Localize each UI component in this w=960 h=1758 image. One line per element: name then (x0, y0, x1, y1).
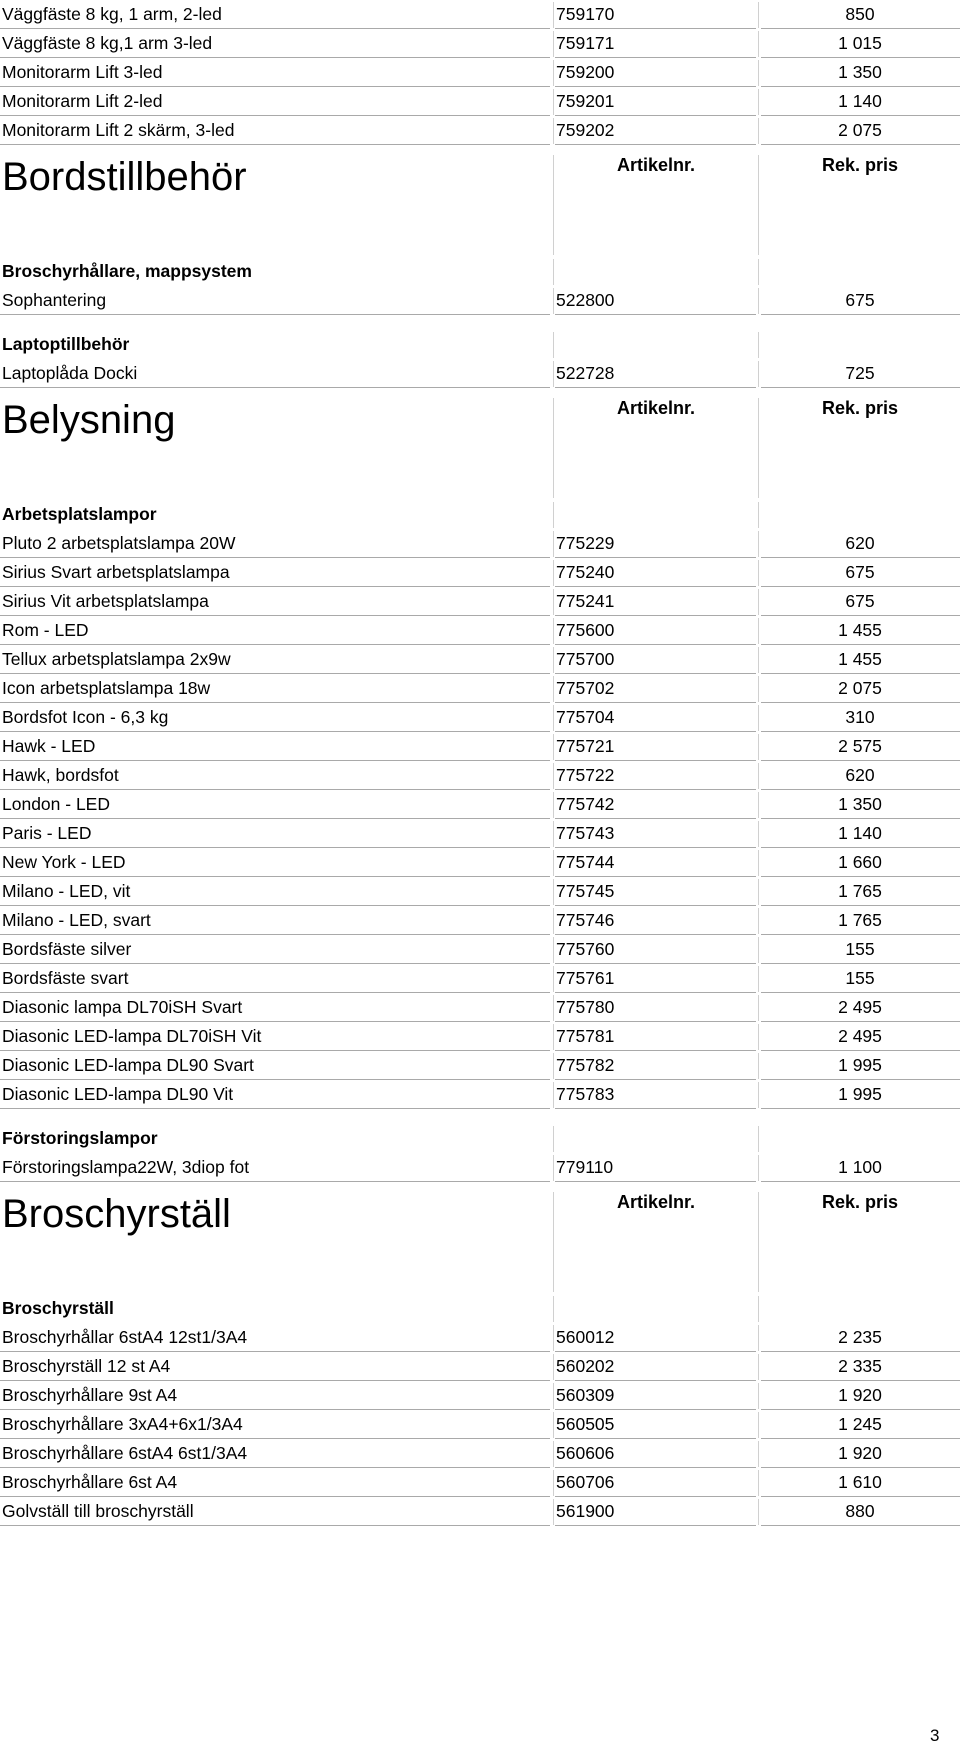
column-divider (553, 850, 554, 876)
product-name: Förstoringslampa22W, 3diop fot (2, 1157, 250, 1177)
table-row (0, 1022, 960, 1051)
article-number: 779110 (556, 1157, 614, 1177)
article-number: 775702 (556, 678, 615, 698)
product-name: Diasonic lampa DL70iSH Svart (2, 997, 243, 1017)
table-row (0, 819, 960, 848)
article-number: 775704 (556, 707, 615, 727)
table-row (0, 87, 960, 116)
table-row (0, 674, 960, 703)
column-divider (758, 288, 759, 314)
column-divider (758, 850, 759, 876)
recommended-price: 1 455 (838, 620, 882, 640)
article-number: 759201 (556, 91, 615, 111)
recommended-price: 2 075 (838, 678, 882, 698)
column-divider (553, 676, 554, 702)
product-name: Paris - LED (2, 823, 92, 843)
table-row (0, 877, 960, 906)
product-name: Diasonic LED-lampa DL90 Vit (2, 1084, 234, 1104)
row-divider (555, 314, 756, 315)
recommended-price: 620 (845, 533, 875, 553)
group-heading (0, 257, 960, 286)
article-number: 775722 (556, 765, 615, 785)
column-divider (758, 332, 759, 358)
product-name: Bordsfäste silver (2, 939, 132, 959)
product-name: Laptoplåda Docki (2, 363, 138, 383)
section-spacer (0, 388, 960, 396)
group-heading (0, 1294, 960, 1323)
table-row (0, 645, 960, 674)
page-number: 3 (930, 1726, 940, 1745)
recommended-price: 880 (845, 1501, 875, 1521)
recommended-price: 1 920 (838, 1385, 882, 1405)
table-row (0, 558, 960, 587)
table-row (0, 703, 960, 732)
recommended-price: 2 575 (838, 736, 882, 756)
recommended-price: 1 015 (838, 33, 882, 53)
column-header-article: Artikelnr. (616, 1192, 696, 1212)
section-title: Bordstillbehör (2, 155, 247, 199)
table-row (0, 1468, 960, 1497)
section-title: Broschyrställ (2, 1192, 231, 1236)
column-divider (553, 995, 554, 1021)
product-name: Väggfäste 8 kg,1 arm 3-led (2, 33, 213, 53)
recommended-price: 1 455 (838, 649, 882, 669)
article-number: 775745 (556, 881, 615, 901)
group-heading (0, 330, 960, 359)
section-header (0, 396, 960, 500)
column-divider (553, 1053, 554, 1079)
recommended-price: 1 100 (838, 1157, 882, 1177)
product-name: Golvställ till broschyrställ (2, 1501, 194, 1521)
column-divider (758, 1155, 759, 1181)
column-header-price: Rek. pris (821, 398, 899, 418)
article-number: 775241 (556, 591, 615, 611)
row-divider (555, 1525, 756, 1526)
row-divider (0, 1525, 550, 1526)
section-title: Belysning (2, 398, 176, 442)
column-divider (553, 361, 554, 387)
column-divider (553, 1470, 554, 1496)
section-header (0, 153, 960, 257)
table-row (0, 761, 960, 790)
column-divider (758, 60, 759, 86)
column-divider (553, 618, 554, 644)
row-divider (555, 1108, 756, 1109)
column-divider (758, 647, 759, 673)
column-divider (758, 361, 759, 387)
column-divider (758, 31, 759, 57)
column-divider (553, 792, 554, 818)
column-divider (758, 1470, 759, 1496)
column-divider (758, 1354, 759, 1380)
product-name: Milano - LED, vit (2, 881, 131, 901)
article-number: 560505 (556, 1414, 615, 1434)
recommended-price: 1 995 (838, 1055, 882, 1075)
product-name: Broschyrhållar 6stA4 12st1/3A4 (2, 1327, 248, 1347)
table-row (0, 1410, 960, 1439)
column-divider (553, 821, 554, 847)
article-number: 759202 (556, 120, 615, 140)
recommended-price: 2 235 (838, 1327, 882, 1347)
article-number: 759171 (556, 33, 615, 53)
article-number: 775742 (556, 794, 615, 814)
article-number: 759170 (556, 4, 615, 24)
product-name: Monitorarm Lift 2 skärm, 3-led (2, 120, 235, 140)
column-divider (553, 1126, 554, 1152)
product-name: Broschyrhållare 6st A4 (2, 1472, 178, 1492)
group-label: Broschyrhållare, mappsystem (2, 261, 252, 281)
recommended-price: 1 350 (838, 794, 882, 814)
column-divider (553, 155, 554, 255)
group-label: Förstoringslampor (2, 1128, 158, 1148)
column-divider (553, 502, 554, 528)
product-name: Broschyrhållare 9st A4 (2, 1385, 178, 1405)
column-divider (553, 966, 554, 992)
row-divider (555, 144, 756, 145)
recommended-price: 1 995 (838, 1084, 882, 1104)
row-divider (761, 1181, 960, 1182)
column-divider (553, 332, 554, 358)
column-divider (553, 908, 554, 934)
column-divider (553, 259, 554, 285)
column-divider (758, 155, 759, 255)
product-name: Broschyrställ 12 st A4 (2, 1356, 171, 1376)
recommended-price: 310 (845, 707, 875, 727)
column-divider (758, 1383, 759, 1409)
column-divider (758, 1441, 759, 1467)
column-divider (553, 288, 554, 314)
column-divider (553, 89, 554, 115)
recommended-price: 1 765 (838, 910, 882, 930)
product-name: Pluto 2 arbetsplatslampa 20W (2, 533, 236, 553)
column-divider (553, 1155, 554, 1181)
column-divider (758, 734, 759, 760)
product-name: Broschyrhållare 6stA4 6st1/3A4 (2, 1443, 248, 1463)
product-name: Diasonic LED-lampa DL70iSH Vit (2, 1026, 262, 1046)
article-number: 775743 (556, 823, 615, 843)
column-divider (758, 792, 759, 818)
table-row (0, 732, 960, 761)
column-divider (553, 1383, 554, 1409)
table-row (0, 529, 960, 558)
column-divider (758, 908, 759, 934)
article-number: 775229 (556, 533, 615, 553)
group-label: Laptoptillbehör (2, 334, 130, 354)
row-divider (761, 144, 960, 145)
column-divider (553, 1192, 554, 1292)
column-divider (758, 502, 759, 528)
group-label: Broschyrställ (2, 1298, 114, 1318)
product-name: Rom - LED (2, 620, 89, 640)
column-divider (758, 705, 759, 731)
article-number: 775761 (556, 968, 615, 988)
column-divider (553, 647, 554, 673)
column-divider (758, 966, 759, 992)
table-row (0, 616, 960, 645)
column-divider (758, 259, 759, 285)
column-divider (553, 763, 554, 789)
column-divider (553, 1024, 554, 1050)
article-number: 775780 (556, 997, 615, 1017)
row-divider (0, 314, 550, 315)
table-row (0, 29, 960, 58)
column-divider (758, 560, 759, 586)
product-name: Bordsfäste svart (2, 968, 129, 988)
product-name: Broschyrhållare 3xA4+6x1/3A4 (2, 1414, 243, 1434)
product-name: Hawk - LED (2, 736, 96, 756)
table-row (0, 848, 960, 877)
product-name: Monitorarm Lift 3-led (2, 62, 163, 82)
column-divider (758, 531, 759, 557)
article-number: 775721 (556, 736, 615, 756)
column-divider (758, 1053, 759, 1079)
product-name: Monitorarm Lift 2-led (2, 91, 163, 111)
column-divider (758, 1024, 759, 1050)
product-name: Bordsfot Icon - 6,3 kg (2, 707, 169, 727)
product-name: Sirius Vit arbetsplatslampa (2, 591, 209, 611)
recommended-price: 1 765 (838, 881, 882, 901)
product-name: Sirius Svart arbetsplatslampa (2, 562, 230, 582)
column-divider (758, 879, 759, 905)
table-row (0, 1051, 960, 1080)
article-number: 775600 (556, 620, 615, 640)
table-row (0, 359, 960, 388)
article-number: 560202 (556, 1356, 615, 1376)
article-number: 775782 (556, 1055, 615, 1075)
table-row (0, 58, 960, 87)
column-divider (553, 879, 554, 905)
table-row (0, 1497, 960, 1526)
column-divider (553, 1412, 554, 1438)
row-divider (761, 1525, 960, 1526)
table-row (0, 587, 960, 616)
article-number: 775760 (556, 939, 615, 959)
article-number: 775746 (556, 910, 615, 930)
recommended-price: 2 495 (838, 1026, 882, 1046)
column-divider (553, 60, 554, 86)
group-heading (0, 1124, 960, 1153)
table-row (0, 964, 960, 993)
row-divider (555, 1181, 756, 1182)
column-header-price: Rek. pris (821, 1192, 899, 1212)
column-divider (553, 1354, 554, 1380)
article-number: 561900 (556, 1501, 615, 1521)
recommended-price: 675 (845, 562, 875, 582)
column-divider (758, 118, 759, 144)
column-divider (553, 1499, 554, 1525)
article-number: 775240 (556, 562, 615, 582)
row-divider (0, 144, 550, 145)
product-name: Hawk, bordsfot (2, 765, 119, 785)
column-divider (553, 705, 554, 731)
recommended-price: 2 075 (838, 120, 882, 140)
column-divider (553, 560, 554, 586)
table-row (0, 790, 960, 819)
recommended-price: 675 (845, 591, 875, 611)
column-divider (758, 676, 759, 702)
table-row (0, 1080, 960, 1109)
column-divider (758, 618, 759, 644)
recommended-price: 1 920 (838, 1443, 882, 1463)
article-number: 759200 (556, 62, 615, 82)
recommended-price: 725 (845, 363, 875, 383)
recommended-price: 1 140 (838, 91, 882, 111)
recommended-price: 155 (845, 939, 875, 959)
article-number: 560706 (556, 1472, 615, 1492)
product-name: Diasonic LED-lampa DL90 Svart (2, 1055, 254, 1075)
column-divider (553, 734, 554, 760)
row-divider (0, 1108, 550, 1109)
group-spacer (0, 315, 960, 330)
column-divider (758, 1325, 759, 1351)
recommended-price: 1 140 (838, 823, 882, 843)
article-number: 522800 (556, 290, 615, 310)
recommended-price: 1 245 (838, 1414, 882, 1434)
column-divider (553, 531, 554, 557)
recommended-price: 850 (845, 4, 875, 24)
recommended-price: 2 495 (838, 997, 882, 1017)
article-number: 560309 (556, 1385, 615, 1405)
column-divider (553, 937, 554, 963)
column-divider (758, 1499, 759, 1525)
table-row (0, 906, 960, 935)
column-divider (758, 1082, 759, 1108)
column-divider (758, 821, 759, 847)
table-row (0, 993, 960, 1022)
section-spacer (0, 1182, 960, 1190)
row-divider (0, 1181, 550, 1182)
recommended-price: 675 (845, 290, 875, 310)
group-spacer (0, 1109, 960, 1124)
product-name: Väggfäste 8 kg, 1 arm, 2-led (2, 4, 222, 24)
table-row (0, 1439, 960, 1468)
article-number: 775781 (556, 1026, 615, 1046)
article-number: 775744 (556, 852, 615, 872)
column-divider (553, 1325, 554, 1351)
recommended-price: 620 (845, 765, 875, 785)
table-row (0, 0, 960, 29)
recommended-price: 1 660 (838, 852, 882, 872)
column-divider (758, 1192, 759, 1292)
product-name: London - LED (2, 794, 110, 814)
column-divider (758, 763, 759, 789)
article-number: 560012 (556, 1327, 615, 1347)
column-header-article: Artikelnr. (616, 155, 696, 175)
column-divider (758, 589, 759, 615)
table-row (0, 1381, 960, 1410)
group-label: Arbetsplatslampor (2, 504, 157, 524)
column-divider (758, 937, 759, 963)
section-spacer (0, 145, 960, 153)
column-divider (758, 398, 759, 498)
column-divider (553, 398, 554, 498)
row-divider (761, 387, 960, 388)
recommended-price: 1 350 (838, 62, 882, 82)
column-header-article: Artikelnr. (616, 398, 696, 418)
table-row (0, 1352, 960, 1381)
column-divider (553, 2, 554, 28)
product-name: Milano - LED, svart (2, 910, 151, 930)
table-row (0, 116, 960, 145)
column-divider (553, 589, 554, 615)
product-name: New York - LED (2, 852, 126, 872)
recommended-price: 1 610 (838, 1472, 882, 1492)
table-row (0, 935, 960, 964)
column-divider (553, 1082, 554, 1108)
product-name: Sophantering (2, 290, 107, 310)
column-divider (553, 1441, 554, 1467)
column-divider (758, 995, 759, 1021)
column-divider (758, 2, 759, 28)
column-divider (758, 1296, 759, 1322)
table-row (0, 1153, 960, 1182)
row-divider (761, 314, 960, 315)
column-divider (553, 31, 554, 57)
row-divider (0, 387, 550, 388)
section-header (0, 1190, 960, 1294)
table-row (0, 286, 960, 315)
article-number: 775700 (556, 649, 615, 669)
row-divider (555, 387, 756, 388)
recommended-price: 155 (845, 968, 875, 988)
column-divider (758, 1412, 759, 1438)
group-heading (0, 500, 960, 529)
column-divider (758, 89, 759, 115)
row-divider (761, 1108, 960, 1109)
article-number: 775783 (556, 1084, 615, 1104)
table-row (0, 1323, 960, 1352)
article-number: 560606 (556, 1443, 615, 1463)
product-name: Tellux arbetsplatslampa 2x9w (2, 649, 231, 669)
product-name: Icon arbetsplatslampa 18w (2, 678, 211, 698)
column-header-price: Rek. pris (821, 155, 899, 175)
article-number: 522728 (556, 363, 615, 383)
recommended-price: 2 335 (838, 1356, 882, 1376)
column-divider (553, 1296, 554, 1322)
column-divider (758, 1126, 759, 1152)
column-divider (553, 118, 554, 144)
